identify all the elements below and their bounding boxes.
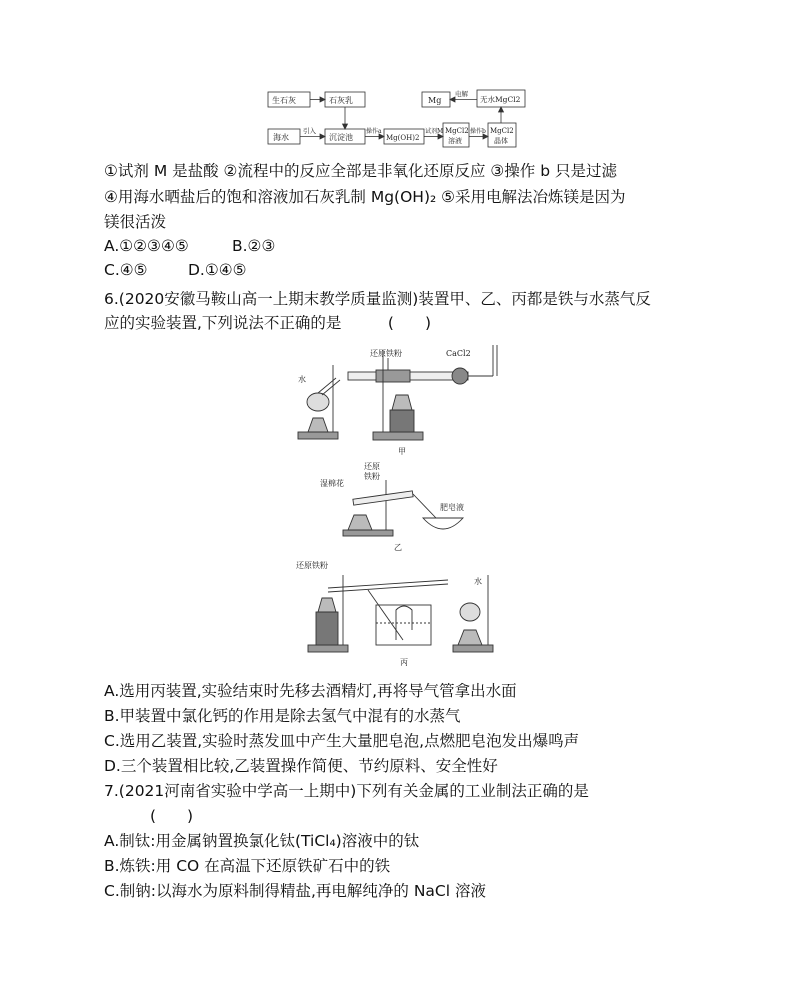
q6-option-c[interactable]: C.选用乙装置,实验时蒸发皿中产生大量肥皂泡,点燃肥皂泡发出爆鸣声 bbox=[104, 732, 580, 750]
yi-soap-label: 肥皂液 bbox=[440, 503, 464, 512]
flow-mg: Mg bbox=[428, 96, 442, 105]
flow-introduce: 引入 bbox=[303, 127, 316, 135]
flow-mgcl2-sol-2: 溶液 bbox=[448, 137, 462, 145]
q6-option-b[interactable]: B.甲装置中氯化钙的作用是除去氢气中混有的水蒸气 bbox=[104, 707, 461, 725]
q5-option-b[interactable]: B.②③ bbox=[232, 237, 276, 255]
q7-option-b[interactable]: B.炼铁:用 CO 在高温下还原铁矿石中的铁 bbox=[104, 857, 391, 875]
q6-option-a[interactable]: A.选用丙装置,实验结束时先移去酒精灯,再将导气管拿出水面 bbox=[104, 682, 517, 700]
q7-stem-line-2: ( ) bbox=[150, 807, 194, 825]
flow-reagent-m: 试剂M bbox=[425, 128, 444, 135]
jia-cacl2-label: CaCl2 bbox=[446, 349, 471, 358]
flow-limemilk: 石灰乳 bbox=[329, 96, 353, 105]
jia-water-label: 水 bbox=[298, 375, 306, 384]
q5-option-c[interactable]: C.④⑤ bbox=[104, 261, 148, 279]
bing-water-label: 水 bbox=[474, 577, 482, 586]
q7-stem-line-1: 7.(2021河南省实验中学高一上期中)下列有关金属的工业制法正确的是 bbox=[104, 782, 589, 800]
q6-stem-line-2: 应的实验装置,下列说法不正确的是 ( ) bbox=[104, 314, 432, 332]
apparatus-yi bbox=[320, 462, 464, 552]
q6-stem-line-1: 6.(2020安徽马鞍山高一上期末教学质量监测)装置甲、乙、丙都是铁与水蒸气反 bbox=[104, 290, 651, 308]
flow-tank: 沉淀池 bbox=[329, 133, 353, 142]
flow-mgcl2-sol-1: MgCl2 bbox=[445, 127, 469, 135]
q5-options-row-1 bbox=[104, 236, 275, 256]
bing-iron-label: 还原铁粉 bbox=[296, 561, 328, 570]
flow-op-a: 操作a bbox=[366, 128, 382, 135]
apparatus-figure bbox=[288, 340, 518, 670]
flow-anhydrous: 无水MgCl2 bbox=[480, 95, 521, 104]
apparatus-bing bbox=[296, 560, 493, 667]
q5-option-a[interactable]: A.①②③④⑤ bbox=[104, 237, 189, 255]
flow-op-b: 操作b bbox=[470, 128, 486, 135]
flow-mgoh2: Mg(OH)2 bbox=[386, 134, 420, 142]
yi-iron-label-b: 铁粉 bbox=[364, 472, 380, 481]
yi-cotton-label: 湿棉花 bbox=[320, 479, 344, 488]
q5-statement-line-3: 镁很活泼 bbox=[104, 213, 167, 231]
apparatus-jia bbox=[298, 345, 497, 456]
q7-option-a[interactable]: A.制钛:用金属钠置换氯化钛(TiCl₄)溶液中的钛 bbox=[104, 832, 420, 850]
yi-iron-label-a: 还原 bbox=[364, 462, 380, 471]
q7-option-c[interactable]: C.制钠:以海水为原料制得精盐,再电解纯净的 NaCl 溶液 bbox=[104, 882, 486, 900]
q5-statement-line-1: ①试剂 M 是盐酸 ②流程中的反应全部是非氧化还原反应 ③操作 b 只是过滤 bbox=[104, 162, 617, 180]
jia-label: 甲 bbox=[398, 447, 406, 456]
yi-label: 乙 bbox=[394, 543, 402, 552]
flow-mgcl2-cry-2: 晶体 bbox=[494, 137, 508, 145]
flow-seawater: 海水 bbox=[273, 133, 289, 142]
q5-option-d[interactable]: D.①④⑤ bbox=[188, 261, 247, 279]
q6-option-d[interactable]: D.三个装置相比较,乙装置操作简便、节约原料、安全性好 bbox=[104, 757, 498, 775]
bing-label: 丙 bbox=[400, 658, 408, 667]
jia-iron-label: 还原铁粉 bbox=[370, 349, 402, 358]
flow-mgcl2-cry-1: MgCl2 bbox=[490, 127, 514, 135]
flow-quicklime: 生石灰 bbox=[272, 96, 296, 105]
flow-electrolysis: 电解 bbox=[455, 90, 468, 98]
q5-options-row-2 bbox=[104, 260, 247, 280]
q5-statement-line-2: ④用海水晒盐后的饱和溶液加石灰乳制 Mg(OH)₂ ⑤采用电解法冶炼镁是因为 bbox=[104, 188, 626, 206]
mg-flowchart bbox=[262, 86, 562, 156]
